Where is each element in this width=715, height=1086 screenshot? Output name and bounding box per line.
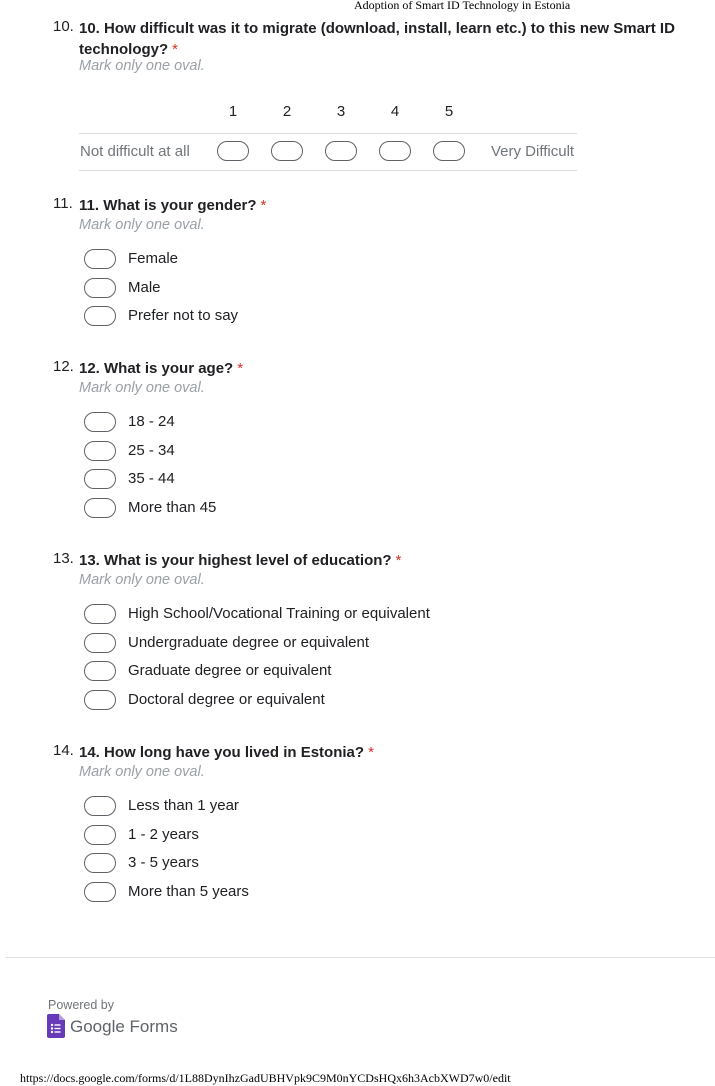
scale-label-5: 5 — [444, 103, 454, 120]
option-label: Graduate degree or equivalent — [128, 662, 332, 679]
option-label: Female — [128, 250, 179, 267]
radio-oval[interactable] — [84, 690, 116, 710]
radio-oval[interactable] — [84, 306, 116, 326]
question-title-text: 14. How long have you lived in Estonia? — [79, 744, 365, 761]
radio-oval[interactable] — [84, 498, 116, 518]
required-asterisk: * — [395, 552, 402, 569]
footer-divider — [5, 957, 715, 958]
question-title-text: 10. How difficult was it to migrate (download, install, learn etc.) to this new Smart ID technology? — [79, 20, 675, 58]
radio-oval[interactable] — [84, 882, 116, 902]
option-label: Male — [128, 279, 161, 296]
option-label: More than 5 years — [128, 883, 249, 900]
question-number: 12. — [53, 358, 74, 375]
option-label: 1 - 2 years — [128, 826, 199, 843]
scale-label-1: 1 — [228, 103, 238, 120]
question-title — [79, 358, 699, 379]
option-label: Less than 1 year — [128, 797, 239, 814]
google-forms-icon — [47, 1014, 65, 1043]
scale-oval-4[interactable] — [379, 141, 411, 161]
scale-label-4: 4 — [390, 103, 400, 120]
scale-oval-2[interactable] — [271, 141, 303, 161]
question-title-text: 11. What is your gender? — [79, 197, 257, 214]
option-label: 3 - 5 years — [128, 854, 199, 871]
scale-oval-3[interactable] — [325, 141, 357, 161]
radio-oval[interactable] — [84, 441, 116, 461]
scale-high-label: Very Difficult — [491, 143, 575, 160]
scale-oval-5[interactable] — [433, 141, 465, 161]
radio-oval[interactable] — [84, 796, 116, 816]
scale-divider-bottom — [79, 170, 577, 171]
radio-oval[interactable] — [84, 853, 116, 873]
question-title — [79, 195, 699, 216]
option-label: High School/Vocational Training or equivalent — [128, 605, 430, 622]
radio-oval[interactable] — [84, 249, 116, 269]
question-title — [79, 742, 699, 763]
required-asterisk: * — [237, 360, 244, 377]
option-label: 18 - 24 — [128, 413, 175, 430]
question-title-text: 12. What is your age? — [79, 360, 234, 377]
scale-label-3: 3 — [336, 103, 346, 120]
required-asterisk: * — [172, 41, 179, 58]
question-title — [79, 550, 699, 571]
radio-oval[interactable] — [84, 469, 116, 489]
document-title: Adoption of Smart ID Technology in Estonia — [354, 0, 571, 12]
powered-by-label: Powered by — [48, 998, 115, 1012]
question-title — [79, 18, 699, 60]
option-label: Undergraduate degree or equivalent — [128, 634, 370, 651]
option-label: Prefer not to say — [128, 307, 239, 324]
option-label: More than 45 — [128, 499, 217, 516]
question-hint: Mark only one oval. — [79, 58, 205, 74]
radio-oval[interactable] — [84, 278, 116, 298]
question-hint: Mark only one oval. — [79, 572, 205, 588]
radio-oval[interactable] — [84, 825, 116, 845]
option-label: 35 - 44 — [128, 470, 175, 487]
scale-oval-1[interactable] — [217, 141, 249, 161]
required-asterisk: * — [368, 744, 374, 761]
question-number: 11. — [53, 195, 73, 212]
question-number: 10. — [53, 18, 74, 35]
scale-divider-top — [79, 133, 577, 134]
question-hint: Mark only one oval. — [79, 380, 205, 396]
radio-oval[interactable] — [84, 604, 116, 624]
radio-oval[interactable] — [84, 633, 116, 653]
radio-oval[interactable] — [84, 661, 116, 681]
option-label: Doctoral degree or equivalent — [128, 691, 325, 708]
page-url: https://docs.google.com/forms/d/1L88DynIhzGadUBHVpk9C9M0nYCDsHQx6h3AcbXWD7w0/edit — [20, 1071, 511, 1085]
question-hint: Mark only one oval. — [79, 217, 205, 233]
question-number: 14. — [53, 742, 74, 759]
question-title-text: 13. What is your highest level of education? — [79, 552, 392, 569]
question-number: 13. — [53, 550, 74, 567]
option-label: 25 - 34 — [128, 442, 175, 459]
required-asterisk: * — [260, 197, 267, 214]
scale-low-label: Not difficult at all — [80, 143, 190, 160]
google-forms-logo-text[interactable]: Google Forms — [70, 1017, 178, 1036]
question-hint: Mark only one oval. — [79, 764, 205, 780]
scale-label-2: 2 — [282, 103, 292, 120]
radio-oval[interactable] — [84, 412, 116, 432]
